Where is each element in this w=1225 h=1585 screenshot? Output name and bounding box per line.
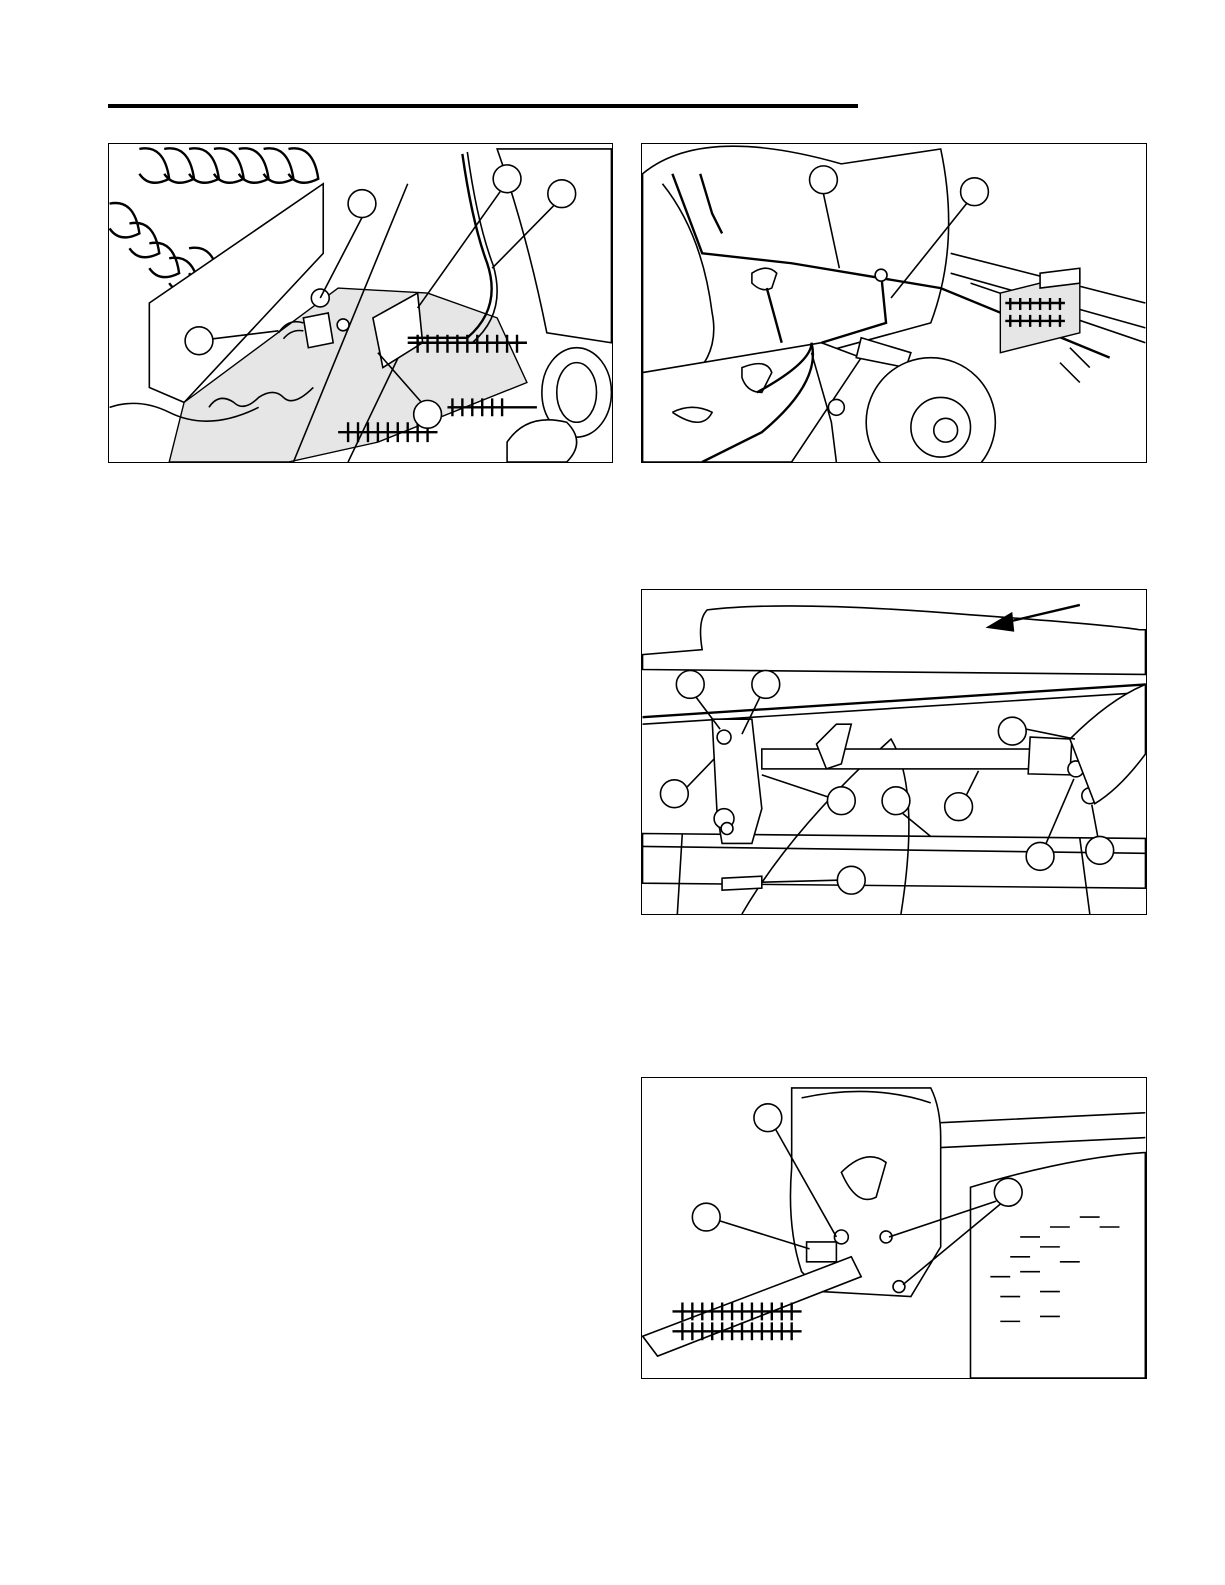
callout-circle <box>882 787 910 815</box>
callout-circle <box>827 787 855 815</box>
callout-circle <box>945 793 973 821</box>
callout-circle <box>1086 836 1114 864</box>
rod-end-block <box>1028 737 1072 775</box>
callout-circle <box>961 178 989 206</box>
callout-circle <box>692 1203 720 1231</box>
lever-knob <box>752 268 777 290</box>
callout-circle <box>660 780 688 808</box>
figure-3-drawing <box>642 590 1146 914</box>
callout-circle <box>493 165 521 193</box>
linkage-bracket <box>303 313 333 348</box>
callout-circle <box>414 400 442 428</box>
callout-circle <box>752 671 780 699</box>
callout-circle <box>548 180 576 208</box>
callout-circle <box>998 717 1026 745</box>
figure-seat-lift-lever <box>641 143 1147 463</box>
callout-circle <box>676 671 704 699</box>
callout-circle <box>754 1104 782 1132</box>
callout-circle <box>185 327 213 355</box>
frame-rail <box>643 833 1146 888</box>
figure-lift-linkage <box>641 589 1147 915</box>
callout-circle <box>348 190 376 218</box>
figure-4-drawing <box>642 1078 1146 1378</box>
figure-1-drawing <box>109 144 612 462</box>
lift-link-rod <box>762 749 1050 769</box>
header-rule <box>108 104 858 108</box>
callout-circle <box>837 866 865 894</box>
seat-back <box>643 146 949 372</box>
callout-circle <box>810 166 838 194</box>
callout-circle <box>994 1178 1022 1206</box>
rear-wheel <box>866 358 995 462</box>
figure-control-cable-springs <box>108 143 613 463</box>
hood <box>643 606 1146 675</box>
figure-2-drawing <box>642 144 1146 462</box>
callout-circle <box>1026 842 1054 870</box>
figure-rear-frame-bracket <box>641 1077 1147 1379</box>
